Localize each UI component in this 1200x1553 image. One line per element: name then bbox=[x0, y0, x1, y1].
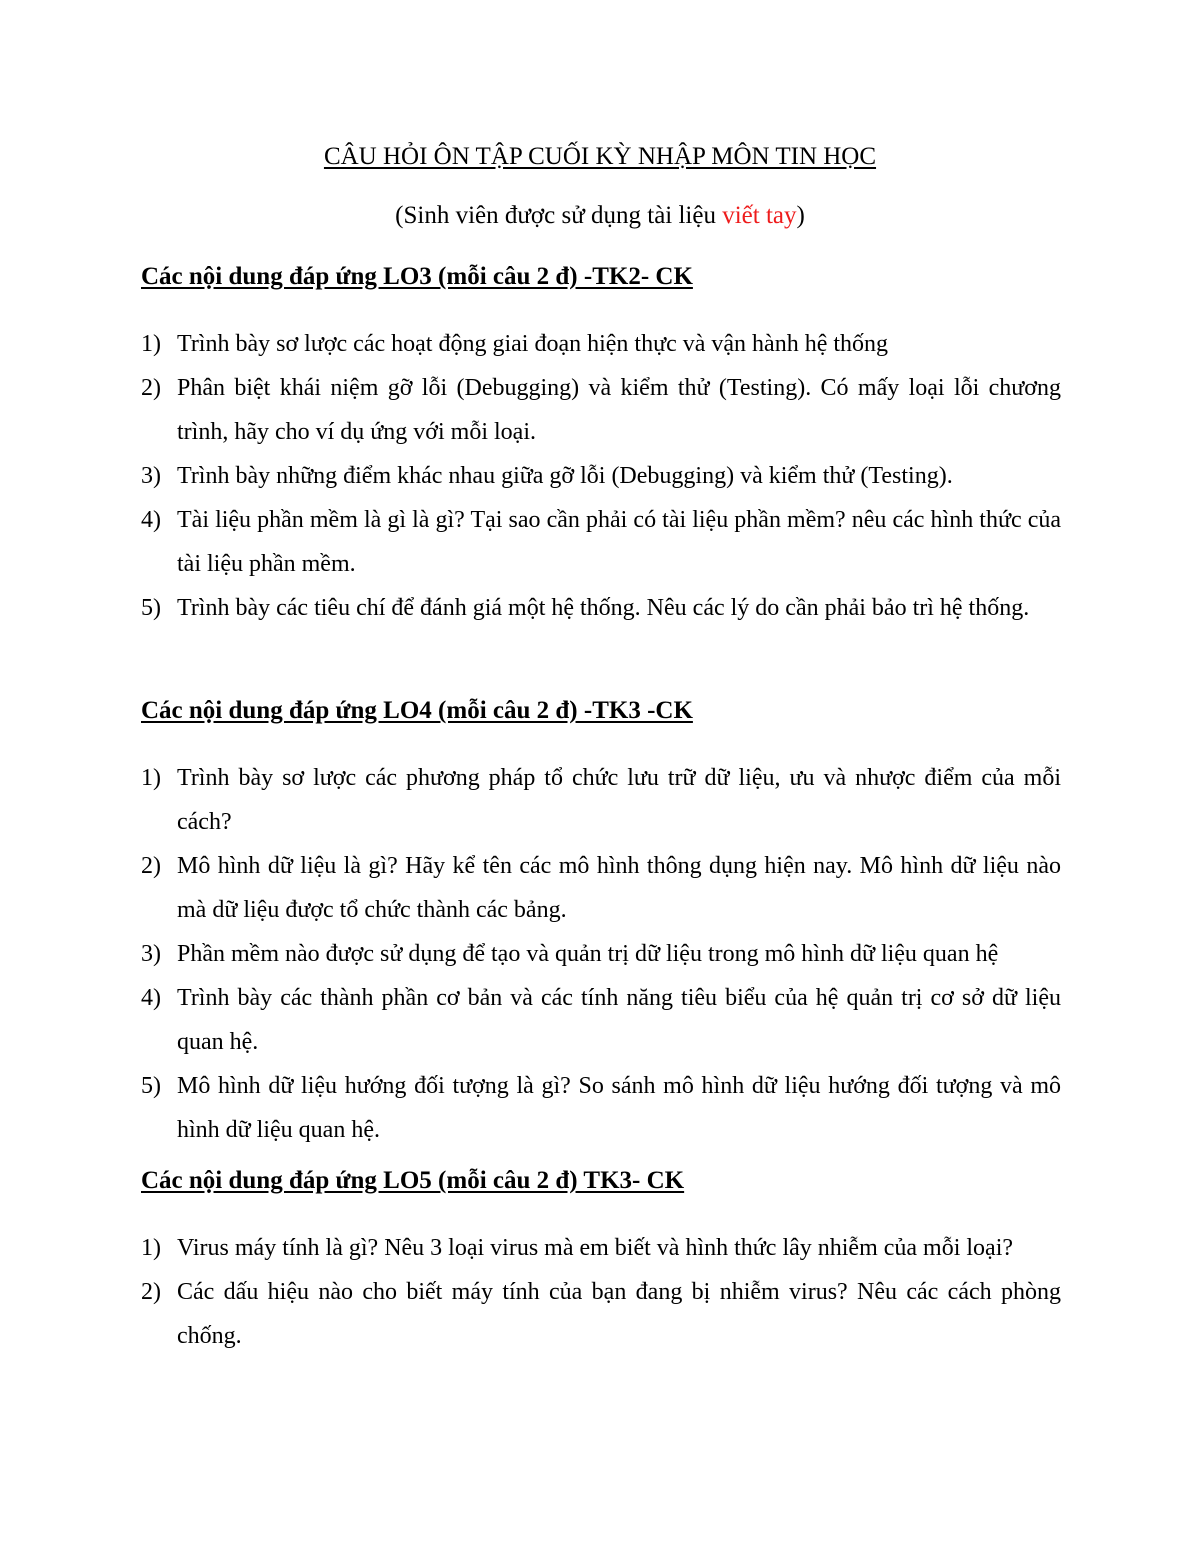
question-item bbox=[141, 322, 1061, 366]
question-number: 5) bbox=[141, 1073, 161, 1099]
question-number: 1) bbox=[141, 765, 161, 791]
question-number: 2) bbox=[141, 853, 161, 879]
question-list bbox=[141, 322, 1061, 630]
question-number: 4) bbox=[141, 507, 161, 533]
question-text: Virus máy tính là gì? Nêu 3 loại virus mà em biết và hình thức lây nhiễm của mỗi loại? bbox=[177, 1235, 1014, 1261]
section-lo3 bbox=[141, 262, 1061, 630]
question-item bbox=[141, 586, 1061, 630]
question-list bbox=[141, 756, 1061, 1152]
question-item bbox=[141, 932, 1061, 976]
subtitle-prefix: (Sinh viên được sử dụng tài liệu bbox=[395, 202, 723, 229]
section-heading: Các nội dung đáp ứng LO3 (mỗi câu 2 đ) -TK2- CK bbox=[141, 263, 693, 290]
section-heading: Các nội dung đáp ứng LO4 (mỗi câu 2 đ) -TK3 -CK bbox=[141, 697, 693, 724]
document-title: CÂU HỎI ÔN TẬP CUỐI KỲ NHẬP MÔN TIN HỌC bbox=[323, 143, 877, 170]
question-item bbox=[141, 844, 1061, 932]
question-item bbox=[141, 756, 1061, 844]
section-lo4 bbox=[141, 696, 1061, 1152]
question-item bbox=[141, 366, 1061, 454]
question-number: 4) bbox=[141, 985, 161, 1011]
question-text: Trình bày sơ lược các phương pháp tổ chức lưu trữ dữ liệu, ưu và nhược điểm của mỗi cách? bbox=[177, 765, 1061, 835]
question-text: Tài liệu phần mềm là gì là gì? Tại sao cần phải có tài liệu phần mềm? nêu các hình thức của tài liệu phần mềm. bbox=[177, 507, 1061, 577]
question-item bbox=[141, 1270, 1061, 1358]
question-number: 5) bbox=[141, 595, 161, 621]
question-text: Mô hình dữ liệu hướng đối tượng là gì? So sánh mô hình dữ liệu hướng đối tượng và mô hình dữ liệu quan hệ. bbox=[177, 1073, 1061, 1143]
question-number: 2) bbox=[141, 1279, 161, 1305]
question-text: Trình bày sơ lược các hoạt động giai đoạn hiện thực và vận hành hệ thống bbox=[177, 331, 889, 357]
subtitle-suffix: ) bbox=[796, 202, 805, 229]
question-number: 3) bbox=[141, 941, 161, 967]
question-text: Phân biệt khái niệm gỡ lỗi (Debugging) và kiểm thử (Testing). Có mấy loại lỗi chương trình, hãy cho ví dụ ứng với mỗi loại. bbox=[177, 375, 1061, 445]
question-text: Các dấu hiệu nào cho biết máy tính của bạn đang bị nhiễm virus? Nêu các cách phòng chống. bbox=[177, 1279, 1061, 1349]
question-text: Trình bày các tiêu chí để đánh giá một hệ thống. Nêu các lý do cần phải bảo trì hệ thống. bbox=[177, 595, 1030, 621]
question-text: Mô hình dữ liệu là gì? Hãy kể tên các mô hình thông dụng hiện nay. Mô hình dữ liệu nào mà dữ liệu được tổ chức thành các bảng. bbox=[177, 853, 1061, 923]
question-item bbox=[141, 1226, 1061, 1270]
question-text: Trình bày những điểm khác nhau giữa gỡ lỗi (Debugging) và kiểm thử (Testing). bbox=[177, 463, 953, 489]
question-item bbox=[141, 498, 1061, 586]
section-lo5 bbox=[141, 1166, 1061, 1358]
question-number: 3) bbox=[141, 463, 161, 489]
question-text: Trình bày các thành phần cơ bản và các tính năng tiêu biểu của hệ quản trị cơ sở dữ liệu quan hệ. bbox=[177, 985, 1061, 1055]
subtitle-highlight: viết tay bbox=[722, 202, 797, 229]
question-item bbox=[141, 1064, 1061, 1152]
question-number: 2) bbox=[141, 375, 161, 401]
question-item bbox=[141, 454, 1061, 498]
document-subtitle bbox=[0, 201, 1200, 231]
question-text: Phần mềm nào được sử dụng để tạo và quản trị dữ liệu trong mô hình dữ liệu quan hệ bbox=[177, 941, 999, 967]
question-number: 1) bbox=[141, 1235, 161, 1261]
question-list bbox=[141, 1226, 1061, 1358]
section-heading: Các nội dung đáp ứng LO5 (mỗi câu 2 đ) TK3- CK bbox=[141, 1167, 685, 1194]
question-item bbox=[141, 976, 1061, 1064]
question-number: 1) bbox=[141, 331, 161, 357]
